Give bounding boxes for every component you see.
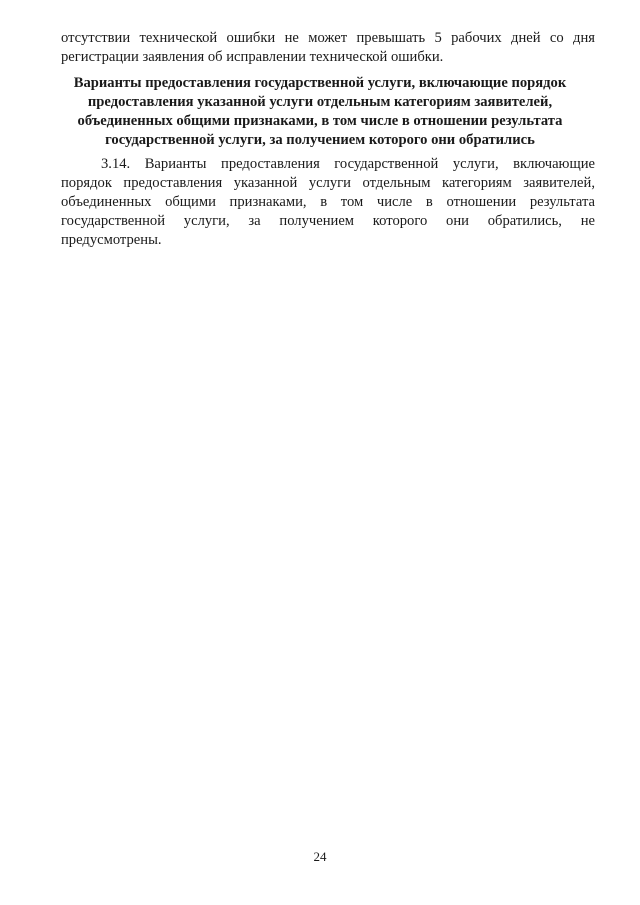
paragraph-line: государственной услуги, за получением которого они обратились, не (61, 213, 595, 229)
intro-line: отсутствии технической ошибки не может превышать 5 рабочих дней со дня (61, 30, 595, 46)
paragraph-line: порядок предоставления указанной услуги отдельным категориям заявителей, (61, 175, 595, 191)
heading-line: государственной услуги, за получением которого они обратились (105, 132, 535, 148)
heading-line: Варианты предоставления государственной услуги, включающие порядок (73, 75, 567, 91)
paragraph-line: предусмотрены. (61, 232, 162, 248)
paragraph-3-14 (61, 155, 595, 250)
heading-line: предоставления указанной услуги отдельным категориям заявителей, (87, 94, 553, 110)
intro-line: регистрации заявления об исправлении технической ошибки. (61, 49, 444, 65)
heading-line: объединенных общими признаками, в том числе в отношении результата (77, 113, 563, 129)
page-number: 24 (313, 849, 327, 864)
paragraph-line: объединенных общими признаками, в том числе в отношении результата (61, 194, 595, 210)
paragraph-line: 3.14. Варианты предоставления государственной услуги, включающие (101, 156, 595, 172)
section-heading (40, 74, 600, 150)
intro-paragraph (61, 29, 595, 67)
